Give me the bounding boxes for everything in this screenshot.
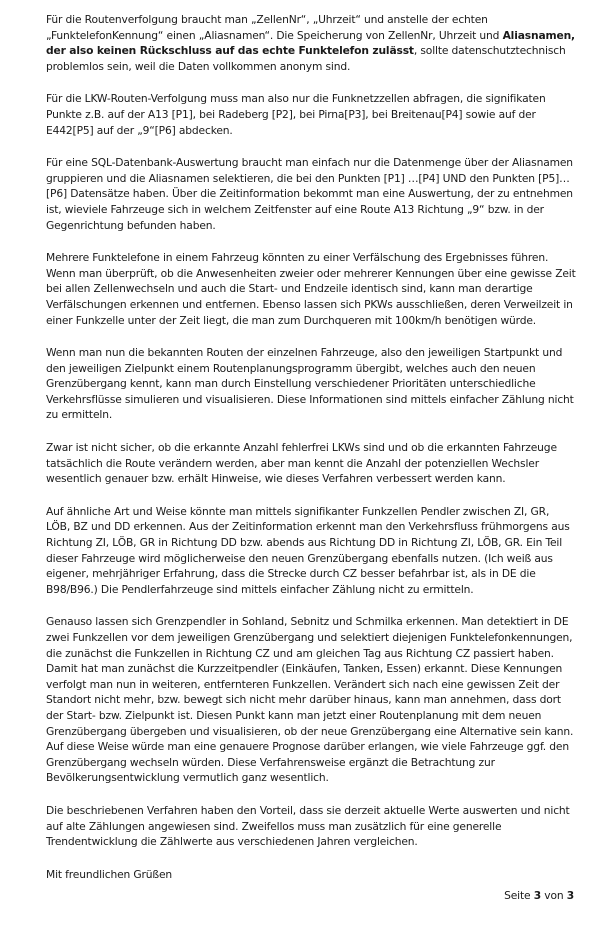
- text-segment: Für die Routenverfolgung braucht man „ZellenNr“, „Uhrzeit“ und anstelle der echten „FunktelefonKennung“ einen „Aliasnamen“. Die Speicherung von ZellenNr, Uhrzeit und: [46, 13, 503, 42]
- text-segment: Zwar ist nicht sicher, ob die erkannte Anzahl fehlerfrei LKWs sind und ob die erkannten Fahrzeuge tatsächlich die Route verändern werden, aber man kennt die Anzahl der potenziellen Wechsler wesentlich genauer bzw. erhält Hinweise, wie dieses Verfahren verbessert werden kann.: [46, 441, 557, 486]
- text-segment: Für die LKW-Routen-Verfolgung muss man also nur die Funknetzzellen abfragen, die signifikaten Punkte z.B. auf der A13 [P1], bei Radeberg [P2], bei Pirna[P3], bei Breitenau[P4] sowie auf der E442[P5] auf der „9“[P6] abdecken.: [46, 92, 546, 137]
- body-text: [46, 12, 576, 850]
- footer-page-middle: von: [541, 889, 567, 902]
- page-footer: [504, 888, 574, 904]
- paragraph: [46, 803, 576, 850]
- closing-greeting: Mit freundlichen Grüßen: [46, 867, 173, 881]
- text-segment: , sollte datenschutztechnisch problemlos sein, weil die Daten vollkommen anonym sind.: [46, 44, 566, 73]
- text-segment: Mehrere Funktelefone in einem Fahrzeug könnten zu einer Verfälschung des Ergebnisses führen. Wenn man überprüft, ob die Anwesenheiten zweier oder mehrerer Kennungen über eine gewisse Zeit bei allen Zellenwechseln und auch die Start- und Endzeile identisch sind, kann man derartige Verfälschungen erkennen und entfernen. Ebenso lassen sich PKWs ausschließen, deren Verweilzeit in einer Funkzelle unter der Zeit liegt, die man zum Durchqueren mit 100km/h benötigen würde.: [46, 251, 576, 327]
- text-segment: Auf ähnliche Art und Weise könnte man mittels signifikanter Funkzellen Pendler zwischen ZI, GR, LÖB, BZ und DD erkennen. Aus der Zeitinformation erkennt man den Verkehrsfluss frühmorgens aus Richtung ZI, LÖB, GR in Richtung DD bzw. abends aus Richtung DD in Richtung ZI, LÖB, GR. Ein Teil dieser Fahrzeuge wird möglicherweise den neuen Grenzübergang ebenfalls nutzen. (Ich weiß aus eigener, mehrjähriger Erfahrung, dass die Strecke durch CZ besser befahrbar ist, als in DE die B98/B96.) Die Pendlerfahrzeuge sind mittels einfacher Zählung nicht zu ermitteln.: [46, 504, 570, 596]
- footer-page-prefix: Seite: [504, 889, 534, 902]
- paragraph: [46, 12, 576, 74]
- text-segment: Genauso lassen sich Grenzpendler in Sohland, Sebnitz und Schmilka erkennen. Man detektiert in DE zwei Funkzellen vor dem jeweiligen Grenzübergang und selektiert diejenigen Funktelefonkennungen, die zunächst die Funkzellen in Richtung CZ und am gleichen Tag aus Richtung CZ passiert haben. Damit hat man zunächst die Kurzzeitpendler (Einkäufen, Tanken, Essen) erkannt. Diese Kennungen verfolgt man nun in weiteren, entfernteren Funkzellen. Verändert sich nach eine gewissen Zeit der Standort nicht mehr, bzw. bewegt sich nicht mehr darüber hinaus, kann man annehmen, dass dort der Start- bzw. Zielpunkt ist. Diesen Punkt kann man jetzt einer Routenplanung mit dem neuen Grenzübergang übergeben und visualisieren, ob der neue Grenzübergang eine Alternative sein kann. Auf diese Weise würde man eine genauere Prognose darüber erlangen, wie viele Fahrzeuge ggf. den Grenzübergang wechseln würden. Diese Verfahrensweise ergänzt die Betrachtung zur Bevölkerungsentwicklung vermutlich ganz wesentlich.: [46, 615, 574, 785]
- footer-total-pages: 3: [566, 889, 574, 902]
- text-segment: Wenn man nun die bekannten Routen der einzelnen Fahrzeuge, also den jeweiligen Startpunkt und den jeweiligen Zielpunkt einem Routenplanungsprogramm übergibt, welches auch den neuen Grenzübergang kennt, kann man durch Einstellung verschiedener Prioritäten unterschiedliche Verkehrsflüsse simulieren und visualisieren. Diese Informationen sind mittels einfacher Zählung nicht zu ermitteln.: [46, 346, 574, 422]
- paragraph: [46, 440, 576, 487]
- text-segment: Die beschriebenen Verfahren haben den Vorteil, dass sie derzeit aktuelle Werte auswerten und nicht auf alte Zählungen angewiesen sind. Zweifellos muss man zusätzlich für eine generelle Trendentwicklung die Zählwerte aus verschiedenen Jahren vergleichen.: [46, 803, 570, 849]
- footer-current-page: 3: [533, 889, 542, 902]
- text-segment: Für eine SQL-Datenbank-Auswertung braucht man einfach nur die Datenmenge über der Aliasnamen gruppieren und die Aliasnamen selektieren, die bei den Punkten [P1] …[P4] UND den Punkten [P5]…[P6] Datensätze haben. Über die Zeitinformation bekommt man eine Auswertung, der zu entnehmen ist, wieviele Fahrzeuge sich in welchem Zeitfenster auf eine Route A13 Richtung „9“ bzw. in der Gegenrichtung befunden haben.: [46, 156, 573, 232]
- paragraph: [46, 614, 576, 786]
- paragraph: [46, 91, 576, 138]
- paragraph: [46, 504, 576, 598]
- bold-text-segment: Aliasnamen, der also keinen Rückschluss auf das echte Funktelefon zulässt: [46, 28, 575, 58]
- paragraph: [46, 155, 576, 233]
- paragraph: [46, 250, 576, 328]
- paragraph: [46, 345, 576, 423]
